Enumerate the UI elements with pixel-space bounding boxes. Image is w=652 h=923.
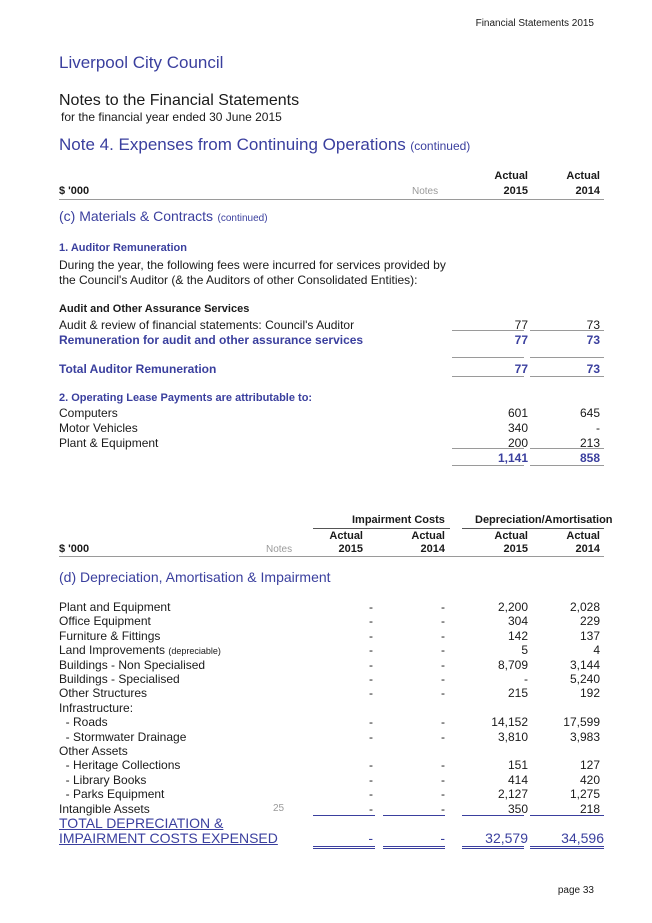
- rule-dep-total-top-d2014: [530, 815, 604, 816]
- depr-row-impairment-2014: -: [441, 730, 445, 744]
- rule-total-top-2014: [530, 357, 604, 358]
- note-title: [59, 135, 470, 155]
- unit-label: $ '000: [59, 185, 90, 197]
- depr-row-label-text: Furniture & Fittings: [59, 629, 161, 643]
- depr-row-depreciation-2015: 3,810: [497, 730, 528, 744]
- depr-row-label-text: - Heritage Collections: [59, 758, 181, 772]
- col2-actual-d2014: Actual: [566, 530, 600, 542]
- rule-dep-total-top-d2015: [462, 815, 524, 816]
- remuneration-assurance-2014: 73: [586, 333, 600, 347]
- depr-row-impairment-2015: -: [369, 715, 373, 729]
- depr-row-impairment-2015: -: [369, 730, 373, 744]
- depr-row-label-text: - Parks Equipment: [59, 787, 165, 801]
- rule-dep-total-top-i2014: [383, 815, 445, 816]
- group-depreciation-rule: [462, 528, 604, 529]
- group-depreciation: Depreciation/Amortisation: [475, 514, 613, 526]
- total-auditor-label: Total Auditor Remuneration: [59, 362, 217, 376]
- rule-dep-total-bottom-d2015: [462, 846, 524, 849]
- depr-row-label-text: Office Equipment: [59, 614, 151, 628]
- depr-row-depreciation-2014: 127: [579, 758, 600, 772]
- notes-column-header-2: Notes: [266, 544, 293, 555]
- auditor-desc-2: the Council's Auditor (& the Auditors of other Consolidated Entities):: [59, 273, 418, 287]
- depr-row-depreciation-2014: 229: [579, 614, 600, 628]
- lease-row-2014: 645: [579, 406, 600, 420]
- lease-row-2015: 340: [507, 421, 528, 435]
- lease-row-2014: -: [596, 421, 600, 435]
- total-depr-label-line2: IMPAIRMENT COSTS EXPENSED: [59, 830, 278, 846]
- col-actual-2014: Actual: [566, 170, 600, 182]
- depr-row-depreciation-2014: 3,983: [569, 730, 600, 744]
- page-number: page 33: [557, 885, 594, 896]
- section-c-continued: (continued): [217, 213, 268, 224]
- depr-row-depreciation-2014: 2,028: [569, 600, 600, 614]
- depr-row-impairment-2015: -: [369, 600, 373, 614]
- depr-row-depreciation-2015: 14,152: [491, 715, 528, 729]
- depr-row-label: [59, 744, 131, 758]
- depr-row-impairment-2014: -: [441, 600, 445, 614]
- col2-actual-i2015: Actual: [329, 530, 363, 542]
- depr-row-impairment-2014: -: [441, 802, 445, 816]
- audit-review-label: Audit & review of financial statements: Council's Auditor: [59, 318, 355, 332]
- depr-row-label-qualifier: (depreciable): [168, 646, 221, 656]
- council-name: Liverpool City Council: [59, 53, 224, 72]
- depr-row-label: [59, 773, 150, 787]
- depr-row-impairment-2014: -: [441, 629, 445, 643]
- depr-row-label-text: Infrastructure:: [59, 701, 134, 715]
- depr-row-impairment-2015: -: [369, 658, 373, 672]
- col-actual-2015: Actual: [494, 170, 528, 182]
- rule-total-bottom-2015: [452, 376, 524, 377]
- depr-row-depreciation-2015: 8,709: [497, 658, 528, 672]
- depr-row-depreciation-2014: 1,275: [569, 787, 600, 801]
- depr-row-label: [59, 658, 208, 672]
- depr-row-impairment-2014: -: [441, 787, 445, 801]
- depr-row-impairment-2014: -: [441, 614, 445, 628]
- total-depr-d2014: 34,596: [561, 830, 604, 846]
- depr-row-depreciation-2015: 2,127: [497, 787, 528, 801]
- rule-lease-total-2014: [530, 465, 604, 466]
- depr-row-label-text: Plant and Equipment: [59, 600, 171, 614]
- period-subtitle: for the financial year ended 30 June 2015: [61, 110, 282, 124]
- depr-row-depreciation-2014: 420: [579, 773, 600, 787]
- notes-title: Notes to the Financial Statements: [59, 92, 300, 109]
- lease-row-label: Plant & Equipment: [59, 436, 159, 450]
- lease-row-2015: 601: [507, 406, 528, 420]
- rule-lease-total-2015: [452, 465, 524, 466]
- header-rule-2: [59, 556, 604, 557]
- rule-audit-2015: [452, 330, 524, 331]
- depr-row-impairment-2014: -: [441, 773, 445, 787]
- depr-row-impairment-2014: -: [441, 672, 445, 686]
- col2-year-d2014: 2014: [575, 543, 600, 555]
- depr-row-label: [59, 730, 190, 744]
- note-title-continued: (continued): [410, 139, 471, 153]
- depr-row-impairment-2014: -: [441, 643, 445, 657]
- depr-row-label-text: Intangible Assets: [59, 802, 150, 816]
- depr-row-depreciation-2014: 137: [579, 629, 600, 643]
- total-depr-i2014: -: [440, 830, 445, 846]
- lease-row-label: Computers: [59, 406, 118, 420]
- group-impairment-rule: [313, 528, 450, 529]
- rule-dep-total-top-i2015: [313, 815, 375, 816]
- total-auditor-2015: 77: [514, 362, 528, 376]
- rule-dep-total-bottom-i2015: [313, 846, 375, 849]
- depr-row-depreciation-2014: 5,240: [569, 672, 600, 686]
- depr-row-impairment-2014: -: [441, 715, 445, 729]
- col2-year-d2015: 2015: [503, 543, 528, 555]
- rule-lease-2014: [530, 448, 604, 449]
- notes-column-header: Notes: [412, 186, 439, 197]
- depr-row-label: [59, 802, 153, 816]
- depr-row-impairment-2015: -: [369, 802, 373, 816]
- depr-row-impairment-2014: -: [441, 686, 445, 700]
- depr-row-label-text: - Library Books: [59, 773, 147, 787]
- depr-row-impairment-2015: -: [369, 758, 373, 772]
- depr-row-label: [59, 643, 221, 657]
- audit-review-2014: 73: [586, 318, 600, 332]
- depr-row-depreciation-2015: 5: [521, 643, 528, 657]
- depr-row-label-text: - Roads: [59, 715, 108, 729]
- section-d-title: (d) Depreciation, Amortisation & Impairment: [59, 569, 331, 585]
- note-title-main: Note 4. Expenses from Continuing Operations: [59, 135, 406, 154]
- depr-row-label: [59, 701, 136, 715]
- rule-audit-2014: [530, 330, 604, 331]
- auditor-desc-1: During the year, the following fees were incurred for services provided by: [59, 258, 446, 272]
- depr-row-label: [59, 629, 164, 643]
- document-header: Financial Statements 2015: [475, 18, 594, 29]
- depr-row-label-text: Other Assets: [59, 744, 128, 758]
- col2-year-i2015: 2015: [338, 543, 363, 555]
- header-rule: [59, 199, 604, 200]
- remuneration-assurance-2015: 77: [514, 333, 528, 347]
- rule-total-bottom-2014: [530, 376, 604, 377]
- col-year-2014: 2014: [575, 185, 600, 197]
- depr-row-impairment-2014: -: [441, 658, 445, 672]
- lease-total-2015: 1,141: [497, 451, 528, 465]
- col2-actual-i2014: Actual: [411, 530, 445, 542]
- depr-row-depreciation-2015: 142: [507, 629, 528, 643]
- depr-row-impairment-2014: -: [441, 758, 445, 772]
- depr-row-depreciation-2015: -: [524, 672, 528, 686]
- section-c-title-text: (c) Materials & Contracts: [59, 208, 214, 224]
- depr-row-depreciation-2015: 215: [507, 686, 528, 700]
- depr-row-label: [59, 787, 168, 801]
- depr-row-impairment-2015: -: [369, 614, 373, 628]
- assurance-subheading: Audit and Other Assurance Services: [59, 303, 250, 315]
- depr-row-depreciation-2015: 350: [507, 802, 528, 816]
- depr-row-label: [59, 686, 150, 700]
- depr-row-impairment-2015: -: [369, 629, 373, 643]
- lease-row-2015: 200: [507, 436, 528, 450]
- depr-row-depreciation-2015: 2,200: [497, 600, 528, 614]
- group-impairment-costs: Impairment Costs: [352, 514, 445, 526]
- depr-row-impairment-2015: -: [369, 686, 373, 700]
- depr-row-label: [59, 758, 184, 772]
- lease-heading: 2. Operating Lease Payments are attributable to:: [59, 392, 313, 404]
- col-year-2015: 2015: [503, 185, 528, 197]
- total-depr-d2015: 32,579: [485, 830, 528, 846]
- depr-row-impairment-2015: -: [369, 672, 373, 686]
- depr-row-label-text: - Stormwater Drainage: [59, 730, 187, 744]
- rule-dep-total-bottom-d2014: [530, 846, 604, 849]
- depr-row-depreciation-2015: 151: [507, 758, 528, 772]
- depr-row-impairment-2015: -: [369, 643, 373, 657]
- depr-row-depreciation-2014: 218: [579, 802, 600, 816]
- lease-total-2014: 858: [579, 451, 600, 465]
- depr-row-label: [59, 600, 174, 614]
- depr-row-depreciation-2014: 17,599: [563, 715, 600, 729]
- rule-total-top-2015: [452, 357, 524, 358]
- depr-row-label: [59, 715, 111, 729]
- lease-row-label: Motor Vehicles: [59, 421, 138, 435]
- depr-row-label: [59, 614, 154, 628]
- depr-row-label-text: Other Structures: [59, 686, 148, 700]
- depr-row-label: [59, 672, 183, 686]
- audit-review-2015: 77: [514, 318, 528, 332]
- depr-row-label-text: Buildings - Specialised: [59, 672, 180, 686]
- depr-row-impairment-2015: -: [369, 773, 373, 787]
- depr-row-label-text: Land Improvements: [59, 643, 166, 657]
- total-depr-i2015: -: [368, 830, 373, 846]
- total-depr-label-line1: TOTAL DEPRECIATION &: [59, 815, 224, 831]
- lease-row-2014: 213: [579, 436, 600, 450]
- depr-row-depreciation-2014: 192: [579, 686, 600, 700]
- remuneration-assurance-label: Remuneration for audit and other assurance services: [59, 333, 364, 347]
- depr-row-label-text: Buildings - Non Specialised: [59, 658, 206, 672]
- depr-row-depreciation-2014: 4: [593, 643, 600, 657]
- col2-actual-d2015: Actual: [494, 530, 528, 542]
- total-auditor-2014: 73: [586, 362, 600, 376]
- depr-row-impairment-2015: -: [369, 787, 373, 801]
- auditor-heading: 1. Auditor Remuneration: [59, 242, 187, 254]
- col2-year-i2014: 2014: [420, 543, 445, 555]
- depr-row-depreciation-2014: 3,144: [569, 658, 600, 672]
- depr-row-depreciation-2015: 414: [507, 773, 528, 787]
- depr-row-depreciation-2015: 304: [507, 614, 528, 628]
- rule-dep-total-bottom-i2014: [383, 846, 445, 849]
- section-c-title: [59, 208, 268, 226]
- rule-lease-2015: [452, 448, 524, 449]
- unit-label-2: $ '000: [59, 543, 90, 555]
- depr-row-note: 25: [273, 803, 285, 814]
